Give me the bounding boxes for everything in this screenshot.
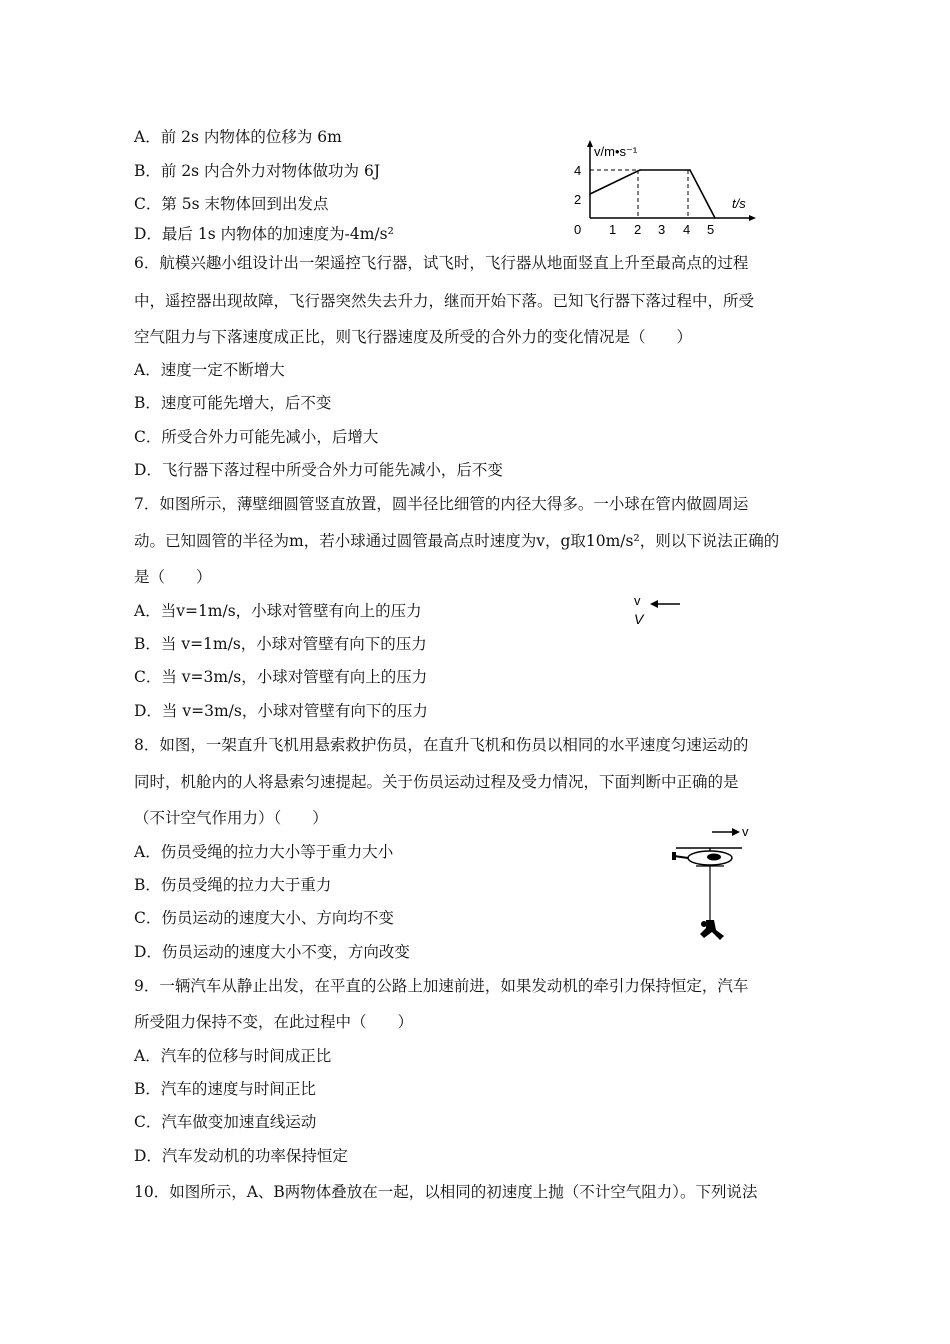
y-tick-label: 4 — [574, 163, 582, 178]
y-axis-label: v/m•s⁻¹ — [594, 144, 638, 159]
helicopter-icon — [672, 848, 742, 866]
q9-option-b: B．汽车的速度与时间正比 — [134, 1080, 316, 1098]
q6-option-a: A．速度一定不断增大 — [134, 361, 285, 379]
q9-option-a: A．汽车的位移与时间成正比 — [134, 1047, 332, 1065]
injured-person-icon — [700, 920, 724, 940]
helicopter-velocity-arrow-head — [732, 828, 740, 836]
velocity-point — [714, 217, 716, 219]
q9-stem-line1: 9．一辆汽车从静止出发，在平直的公路上加速前进，如果发动机的牵引力保持恒定，汽车 — [134, 977, 749, 995]
velocity-label: v — [634, 593, 641, 608]
q7-figure — [630, 592, 690, 632]
q9-stem-line2: 所受阻力保持不变，在此过程中（ ） — [134, 1013, 414, 1031]
q8-option-d: D．伤员运动的速度大小不变，方向改变 — [134, 943, 410, 961]
q9-option-d: D．汽车发动机的功率保持恒定 — [134, 1147, 348, 1165]
velocity-label-capital: V — [634, 611, 644, 627]
q6-stem-line2: 中，遥控器出现故障，飞行器突然失去升力，继而开始下落。已知飞行器下落过程中，所受 — [134, 292, 755, 310]
helicopter-rescue-figure — [668, 820, 758, 950]
q10-stem-line1: 10．如图所示，A、B两物体叠放在一起，以相同的初速度上抛（不计空气阻力）。下列说法 — [134, 1183, 758, 1201]
q5-option-b: B．前 2s 内合外力对物体做功为 6J — [134, 162, 381, 180]
q7-stem-line2: 动。已知圆管的半径为m，若小球通过圆管最高点时速度为v，g取10m/s²，则以下说法正确的 — [134, 532, 780, 550]
q6-option-b: B．速度可能先增大，后不变 — [134, 394, 332, 412]
x-tick-label: 5 — [707, 222, 715, 237]
y-axis-arrow — [587, 140, 593, 147]
q8-stem-line2: 同时，机舱内的人将悬索匀速提起。关于伤员运动过程及受力情况，下面判断中正确的是 — [134, 773, 739, 791]
velocity-point — [639, 169, 641, 171]
velocity-line — [590, 170, 715, 218]
x-tick-label: 3 — [658, 222, 666, 237]
q7-stem-line3: 是（ ） — [134, 568, 212, 586]
y-tick-label: 2 — [574, 192, 582, 207]
q8-stem-line1: 8．如图，一架直升飞机用悬索救护伤员，在直升飞机和伤员以相同的水平速度匀速运动的 — [134, 736, 749, 754]
q5-option-a: A．前 2s 内物体的位移为 6m — [134, 128, 342, 146]
q8-option-a: A．伤员受绳的拉力大小等于重力大小 — [134, 843, 394, 861]
velocity-arrow-head — [650, 600, 658, 608]
q7-option-a: A．当v=1m/s，小球对管壁有向上的压力 — [134, 602, 422, 620]
x-tick-label: 2 — [634, 222, 642, 237]
q7-option-b: B．当 v=1m/s，小球对管壁有向下的压力 — [134, 635, 427, 653]
velocity-point — [589, 193, 591, 195]
x-axis-label: t/s — [732, 196, 746, 211]
origin-label: 0 — [574, 222, 582, 237]
q6-stem-line1: 6．航模兴趣小组设计出一架遥控飞行器，试飞时，飞行器从地面竖直上升至最高点的过程 — [134, 254, 749, 272]
q8-option-b: B．伤员受绳的拉力大于重力 — [134, 876, 332, 894]
helicopter-velocity-label: v — [742, 824, 749, 839]
velocity-point — [689, 169, 691, 171]
q5-option-c: C．第 5s 末物体回到出发点 — [134, 195, 329, 213]
q5-option-d: D．最后 1s 内物体的加速度为-4m/s² — [134, 225, 394, 243]
q6-stem-line3: 空气阻力与下落速度成正比，则飞行器速度及所受的合外力的变化情况是（ ） — [134, 328, 693, 346]
q7-option-c: C．当 v=3m/s，小球对管壁有向上的压力 — [134, 668, 428, 686]
x-tick-label: 4 — [683, 222, 691, 237]
x-tick-label: 1 — [609, 222, 617, 237]
x-axis-arrow — [749, 215, 756, 221]
velocity-time-graph — [560, 134, 770, 244]
q7-option-d: D．当 v=3m/s，小球对管壁有向下的压力 — [134, 702, 428, 720]
velocity-series — [589, 169, 716, 219]
q6-option-d: D．飞行器下落过程中所受合外力可能先减小，后不变 — [134, 461, 503, 479]
q7-stem-line1: 7．如图所示，薄壁细圆管竖直放置，圆半径比细管的内径大得多。一小球在管内做圆周运 — [134, 495, 749, 513]
q8-stem-line3: （不计空气作用力）（ ） — [134, 809, 328, 827]
q8-option-c: C．伤员运动的速度大小、方向均不变 — [134, 909, 394, 927]
q6-option-c: C．所受合外力可能先减小，后增大 — [134, 428, 379, 446]
q9-option-c: C．汽车做变加速直线运动 — [134, 1113, 317, 1131]
